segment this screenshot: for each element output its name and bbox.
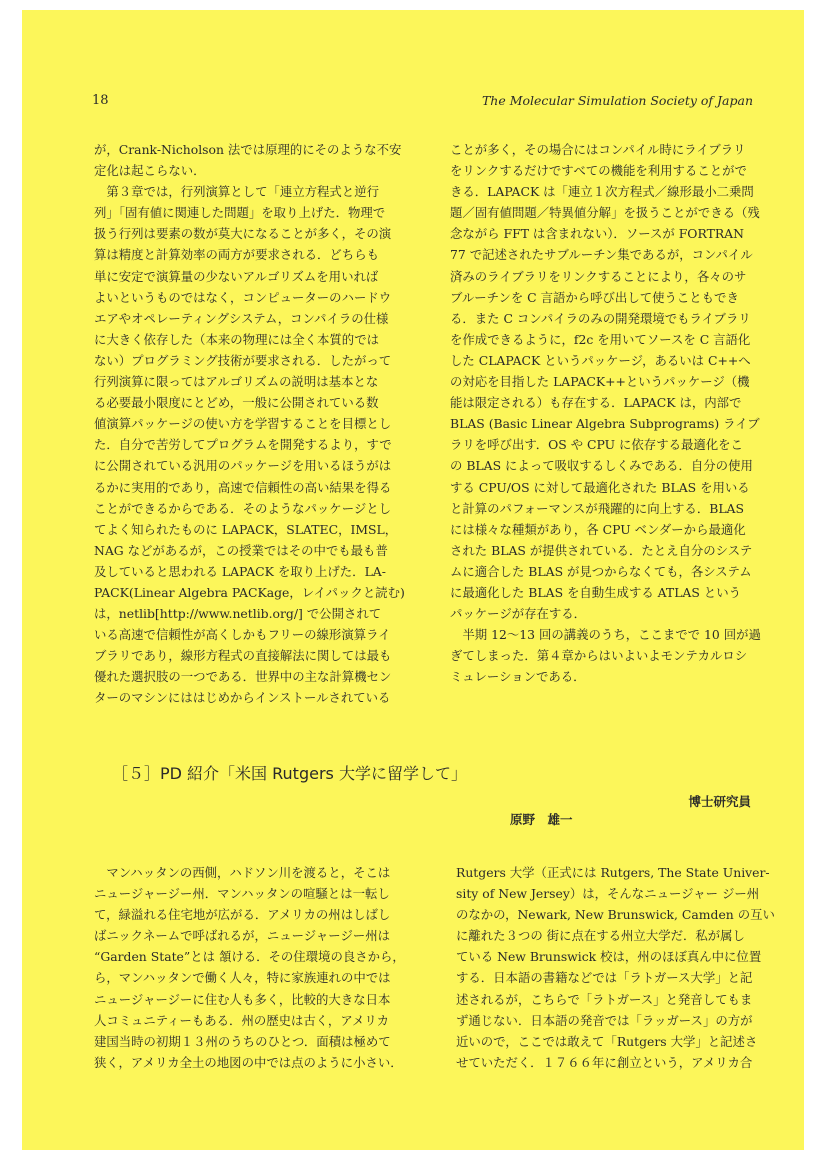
text-line: 第３章では，行列演算として「連立方程式と逆行 (94, 184, 379, 200)
page-number: 18 (92, 93, 109, 108)
text-line: ばニックネームで呼ばれるが，ニュージャージー州は (94, 928, 391, 944)
journal-name: The Molecular Simulation Society of Japan (481, 93, 753, 108)
text-line: 題／固有値問題／特異値分解」を扱うことができる（残 (450, 205, 760, 221)
text-line: ミュレーションである． (450, 669, 586, 685)
body-column-right (450, 139, 780, 687)
text-line: のなかの，Newark, New Brunswick, Camden の互い (456, 907, 775, 923)
text-line: てよく知られたものに LAPACK，SLATEC，IMSL， (94, 521, 398, 537)
text-line: する CPU/OS に対して最適化された BLAS を用いる (450, 479, 750, 495)
text-line: 77 で記述されたサブルーチン集であるが，コンパイル (450, 247, 753, 263)
section-heading: ［５］PD 紹介「米国 Rutgers 大学に留学して」 (112, 764, 467, 783)
text-line: よいというものではなく，コンピューターのハードウ (94, 289, 392, 305)
text-line: の BLAS によって吸収するしくみである．自分の使用 (450, 458, 753, 474)
pd-column-right (456, 862, 781, 1073)
text-line: エアやオペレーティングシステム，コンパイラの仕様 (94, 310, 389, 326)
text-line: ブラリであり，線形方程式の直接解法に関しては最も (94, 648, 392, 664)
body-column-left (94, 139, 429, 709)
text-line: ニュージャージーに住む人も多く，比較的大きな日本 (94, 991, 391, 1007)
text-line: ラリを呼び出す．OS や CPU に依存する最適化をこ (450, 437, 743, 453)
text-line: PACK(Linear Algebra PACKage，レイパックと読む) (94, 584, 405, 600)
text-line: に公開されている汎用のパッケージを用いるほうがは (94, 458, 392, 474)
text-line: ぎてしまった．第４章からはいよいよモンテカルロシ (450, 648, 748, 664)
author-title: 博士研究員 (688, 794, 751, 809)
text-line: した CLAPACK というパッケージ，あるいは C++へ (450, 352, 751, 368)
text-line: 済みのライブラリをリンクすることにより，各々のサ (450, 268, 747, 284)
text-line: ターのマシンにははじめからインストールされている (94, 690, 391, 706)
text-line: た．自分で苦労してプログラムを開発するより，すで (94, 437, 392, 453)
text-line: る必要最小限度にとどめ，一般に公開されている数 (94, 395, 379, 411)
text-line: には様々な種類があり，各 CPU ベンダーから最適化 (450, 521, 746, 537)
text-line: に大きく依存した（本来の物理には全く本質的では (94, 331, 379, 347)
text-line: きる．LAPACK は「連立１次方程式／線形最小二乗問 (450, 184, 754, 200)
text-line: パッケージが存在する． (450, 606, 587, 622)
text-line: NAG などがあるが，この授業ではその中でも最も普 (94, 542, 388, 558)
text-line: に離れた３つの 街に点在する州立大学だ．私が属し (456, 928, 745, 944)
text-line: された BLAS が提供されている．たとえ自分のシステ (450, 542, 753, 558)
text-line: Rutgers 大学（正式には Rutgers, The State Univer- (456, 865, 770, 880)
text-line: ず通じない．日本語の発音では「ラッガース」の方が (456, 1012, 753, 1028)
text-line: 及していると思われる LAPACK を取り上げた．LA- (94, 563, 386, 579)
text-line: をリンクするだけですべての機能を利用することがで (450, 163, 747, 179)
text-line: と計算のパフォーマンスが飛躍的に向上する．BLAS (450, 500, 744, 516)
text-line: 近いので，ここでは敢えて「Rutgers 大学」と記述さ (456, 1033, 758, 1049)
text-line: せていただく．１７６６年に創立という，アメリカ合 (456, 1054, 753, 1070)
text-line: る．また C コンパイラのみの開発環境でもライブラリ (450, 310, 751, 326)
text-line: する．日本語の書籍などでは「ラトガース大学」と記 (456, 970, 753, 986)
text-line: に最適化した BLAS を自動生成する ATLAS という (450, 584, 741, 600)
text-line: 狭く，アメリカ全土の地図の中では点のように小さい． (94, 1054, 403, 1070)
author-name: 原野 雄一 (510, 812, 573, 827)
text-line: 単に安定で演算量の少ないアルゴリズムを用いれば (94, 268, 379, 284)
text-line: て，緑溢れる住宅地が広がる．アメリカの州はしばし (94, 907, 391, 923)
text-line: 人コミュニティーもある．州の歴史は古く，アメリカ (94, 1012, 390, 1028)
text-line: ブルーチンを C 言語から呼び出して使うこともでき (450, 289, 739, 305)
text-line: sity of New Jersey）は，そんなニュージャー ジー州 (456, 886, 760, 902)
text-line: ニュージャージー州．マンハッタンの喧騒とは一転し (94, 886, 390, 902)
text-line: 扱う行列は要素の数が莫大になることが多く，その演 (94, 226, 392, 242)
text-line: は，netlib[http://www.netlib.org/] で公開されて (94, 606, 382, 622)
text-line: ら，マンハッタンで働く人々，特に家族連れの中では (94, 970, 391, 986)
text-line: 建国当時の初期１３州のうちのひとつ．面積は極めて (94, 1033, 391, 1049)
text-line: 述されるが，こちらで「ラトガース」と発音してもま (456, 991, 753, 1007)
text-line: 念ながら FFT は含まれない）．ソースが FORTRAN (450, 226, 744, 242)
text-line: の対応を目指した LAPACK++というパッケージ（機 (450, 374, 750, 390)
text-line: るかに実用的であり，高速で信頼性の高い結果を得る (94, 479, 392, 495)
text-line: ことが多く，その場合にはコンパイル時にライブラリ (450, 142, 746, 157)
text-line: BLAS (Basic Linear Algebra Subprograms) ライブ (450, 416, 760, 432)
pd-column-left (94, 862, 429, 1073)
text-line: 定化は起こらない． (94, 163, 206, 179)
text-line: 半期 12〜13 回の講義のうち，ここまでで 10 回が過 (450, 627, 761, 643)
text-line: 優れた選択肢の一つである．世界中の主な計算機セン (94, 669, 392, 685)
text-line: 算は精度と計算効率の両方が要求される．どちらも (94, 247, 379, 263)
text-line: いる高速で信頼性が高くしかもフリーの線形演算ライ (94, 627, 391, 643)
text-line: ムに適合した BLAS が見つからなくても，各システム (450, 563, 752, 579)
text-line: を作成できるように，f2c を用いてソースを C 言語化 (450, 331, 751, 347)
text-line: 値演算パッケージの使い方を学習することを目標とし (94, 416, 392, 432)
text-line: が，Crank-Nicholson 法では原理的にそのような不安 (94, 142, 402, 157)
text-line: ことができるからである．そのようなパッケージとし (94, 500, 392, 516)
text-line: ている New Brunswick 校は，州のほぼ真ん中に位置 (456, 949, 762, 965)
text-line: ない）プログラミング技術が要求される．したがって (94, 352, 392, 368)
text-line: 列」「固有値に関連した問題」を取り上げた．物理で (94, 205, 386, 221)
text-line: “Garden State”とは 頷ける．その住環境の良さから， (94, 949, 405, 965)
text-line: 行列演算に限ってはアルゴリズムの説明は基本とな (94, 374, 379, 390)
text-line: 能は限定される）も存在する．LAPACK は，内部で (450, 395, 742, 411)
text-line: マンハッタンの西側，ハドソン川を渡ると，そこは (94, 865, 391, 880)
